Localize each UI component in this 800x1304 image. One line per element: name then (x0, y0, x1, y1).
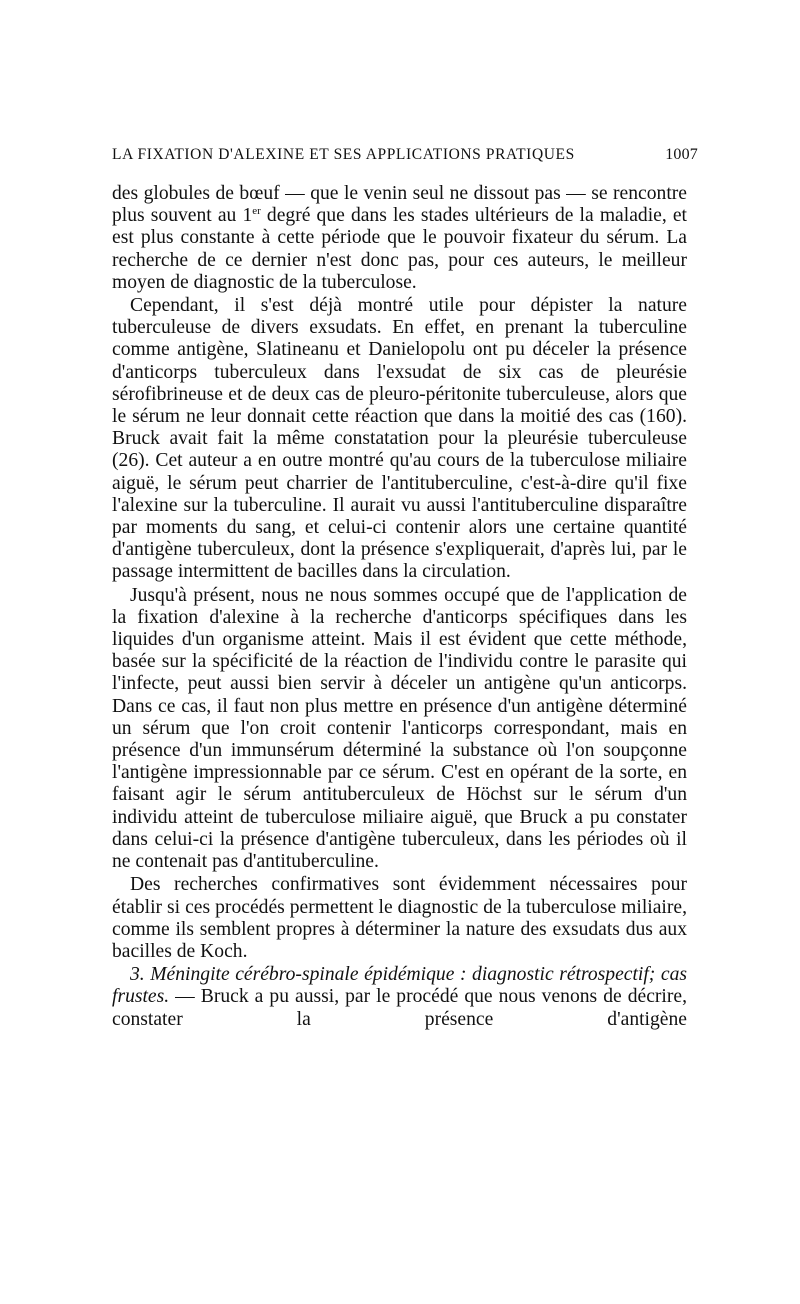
paragraph-text: — Bruck a pu aussi, par le procédé que nous venons de décrire, constater la présence d'antigène (112, 986, 687, 1030)
section-heading: 3. Méningite cérébro-spinale épidémique : diagnostic rétrospectif; cas frustes. (112, 964, 687, 1008)
superscript: er (252, 205, 261, 218)
paragraph: Des recherches confirmatives sont évidemment nécessaires pour établir si ces procédés permettent le diagnostic de la tuberculose miliaire, comme ils semblent propres à déterminer la nature des exsudats dus aux bacilles de Koch. (112, 874, 687, 962)
paragraph-text: des globules de bœuf — que le venin seul ne dissout pas — se rencontre plus souvent au 1 (112, 183, 687, 227)
page-number: 1007 (665, 146, 698, 163)
paragraph: Cependant, il s'est déjà montré utile pour dépister la nature tuberculeuse de divers exsudats. En effet, en prenant la tuberculine comme antigène, Slatineanu et Danielopolu ont pu déceler la présence d'anticorps tuberculeux dans l'exsudat de six cas de pleurésie sérofibrineuse et de deux cas de pleuro-péritonite tuberculeuse, alors que le sérum ne leur donnait cette réaction que dans la moitié des cas (160). Bruck avait fait la même constatation pour la pleurésie tuberculeuse (26). Cet auteur a en outre montré qu'au cours de la tuberculose miliaire aiguë, le sérum peut charrier de l'antituberculine, c'est-à-dire qu'il fixe l'alexine sur la tuberculine. Il aurait vu aussi l'antituberculine disparaître par moments du sang, et celui-ci contenir alors une certaine quantité d'antigène tuberculeux, dont la présence s'expliquerait, d'après lui, par le passage intermittent de bacilles dans la circulation. (112, 295, 687, 583)
paragraph-section-3 (112, 964, 687, 1031)
running-header (112, 146, 698, 164)
paragraph-continued (112, 183, 687, 294)
paragraph-text: degré que dans les stades ultérieurs de la maladie, et est plus constante à cette période que le pouvoir fixateur du sérum. La recherche de ce dernier n'est donc pas, pour ces auteurs, le meilleur moyen de diagnostic de la tuberculose. (112, 205, 687, 293)
running-title: LA FIXATION D'ALEXINE ET SES APPLICATIONS PRATIQUES (112, 146, 575, 163)
body-text (112, 183, 687, 1032)
paragraph: Jusqu'à présent, nous ne nous sommes occupé que de l'application de la fixation d'alexine à la recherche d'anticorps spécifiques dans les liquides d'un organisme atteint. Mais il est évident que cette méthode, basée sur la spécificité de la réaction de l'individu contre le parasite qui l'infecte, peut aussi bien servir à déceler un antigène qu'un anticorps. Dans ce cas, il faut non plus mettre en présence d'un antigène déterminé un sérum que l'on croit contenir l'anticorps correspondant, mais en présence d'un immunsérum déterminé la substance où l'on soupçonne l'antigène impressionnable par ce sérum. C'est en opérant de la sorte, en faisant agir le sérum antituberculeux de Höchst sur le sérum d'un individu atteint de tuberculose miliaire aiguë, que Bruck a pu constater dans celui-ci la présence d'antigène tuberculeux, dans les périodes où il ne contenait pas d'antituberculine. (112, 584, 687, 873)
